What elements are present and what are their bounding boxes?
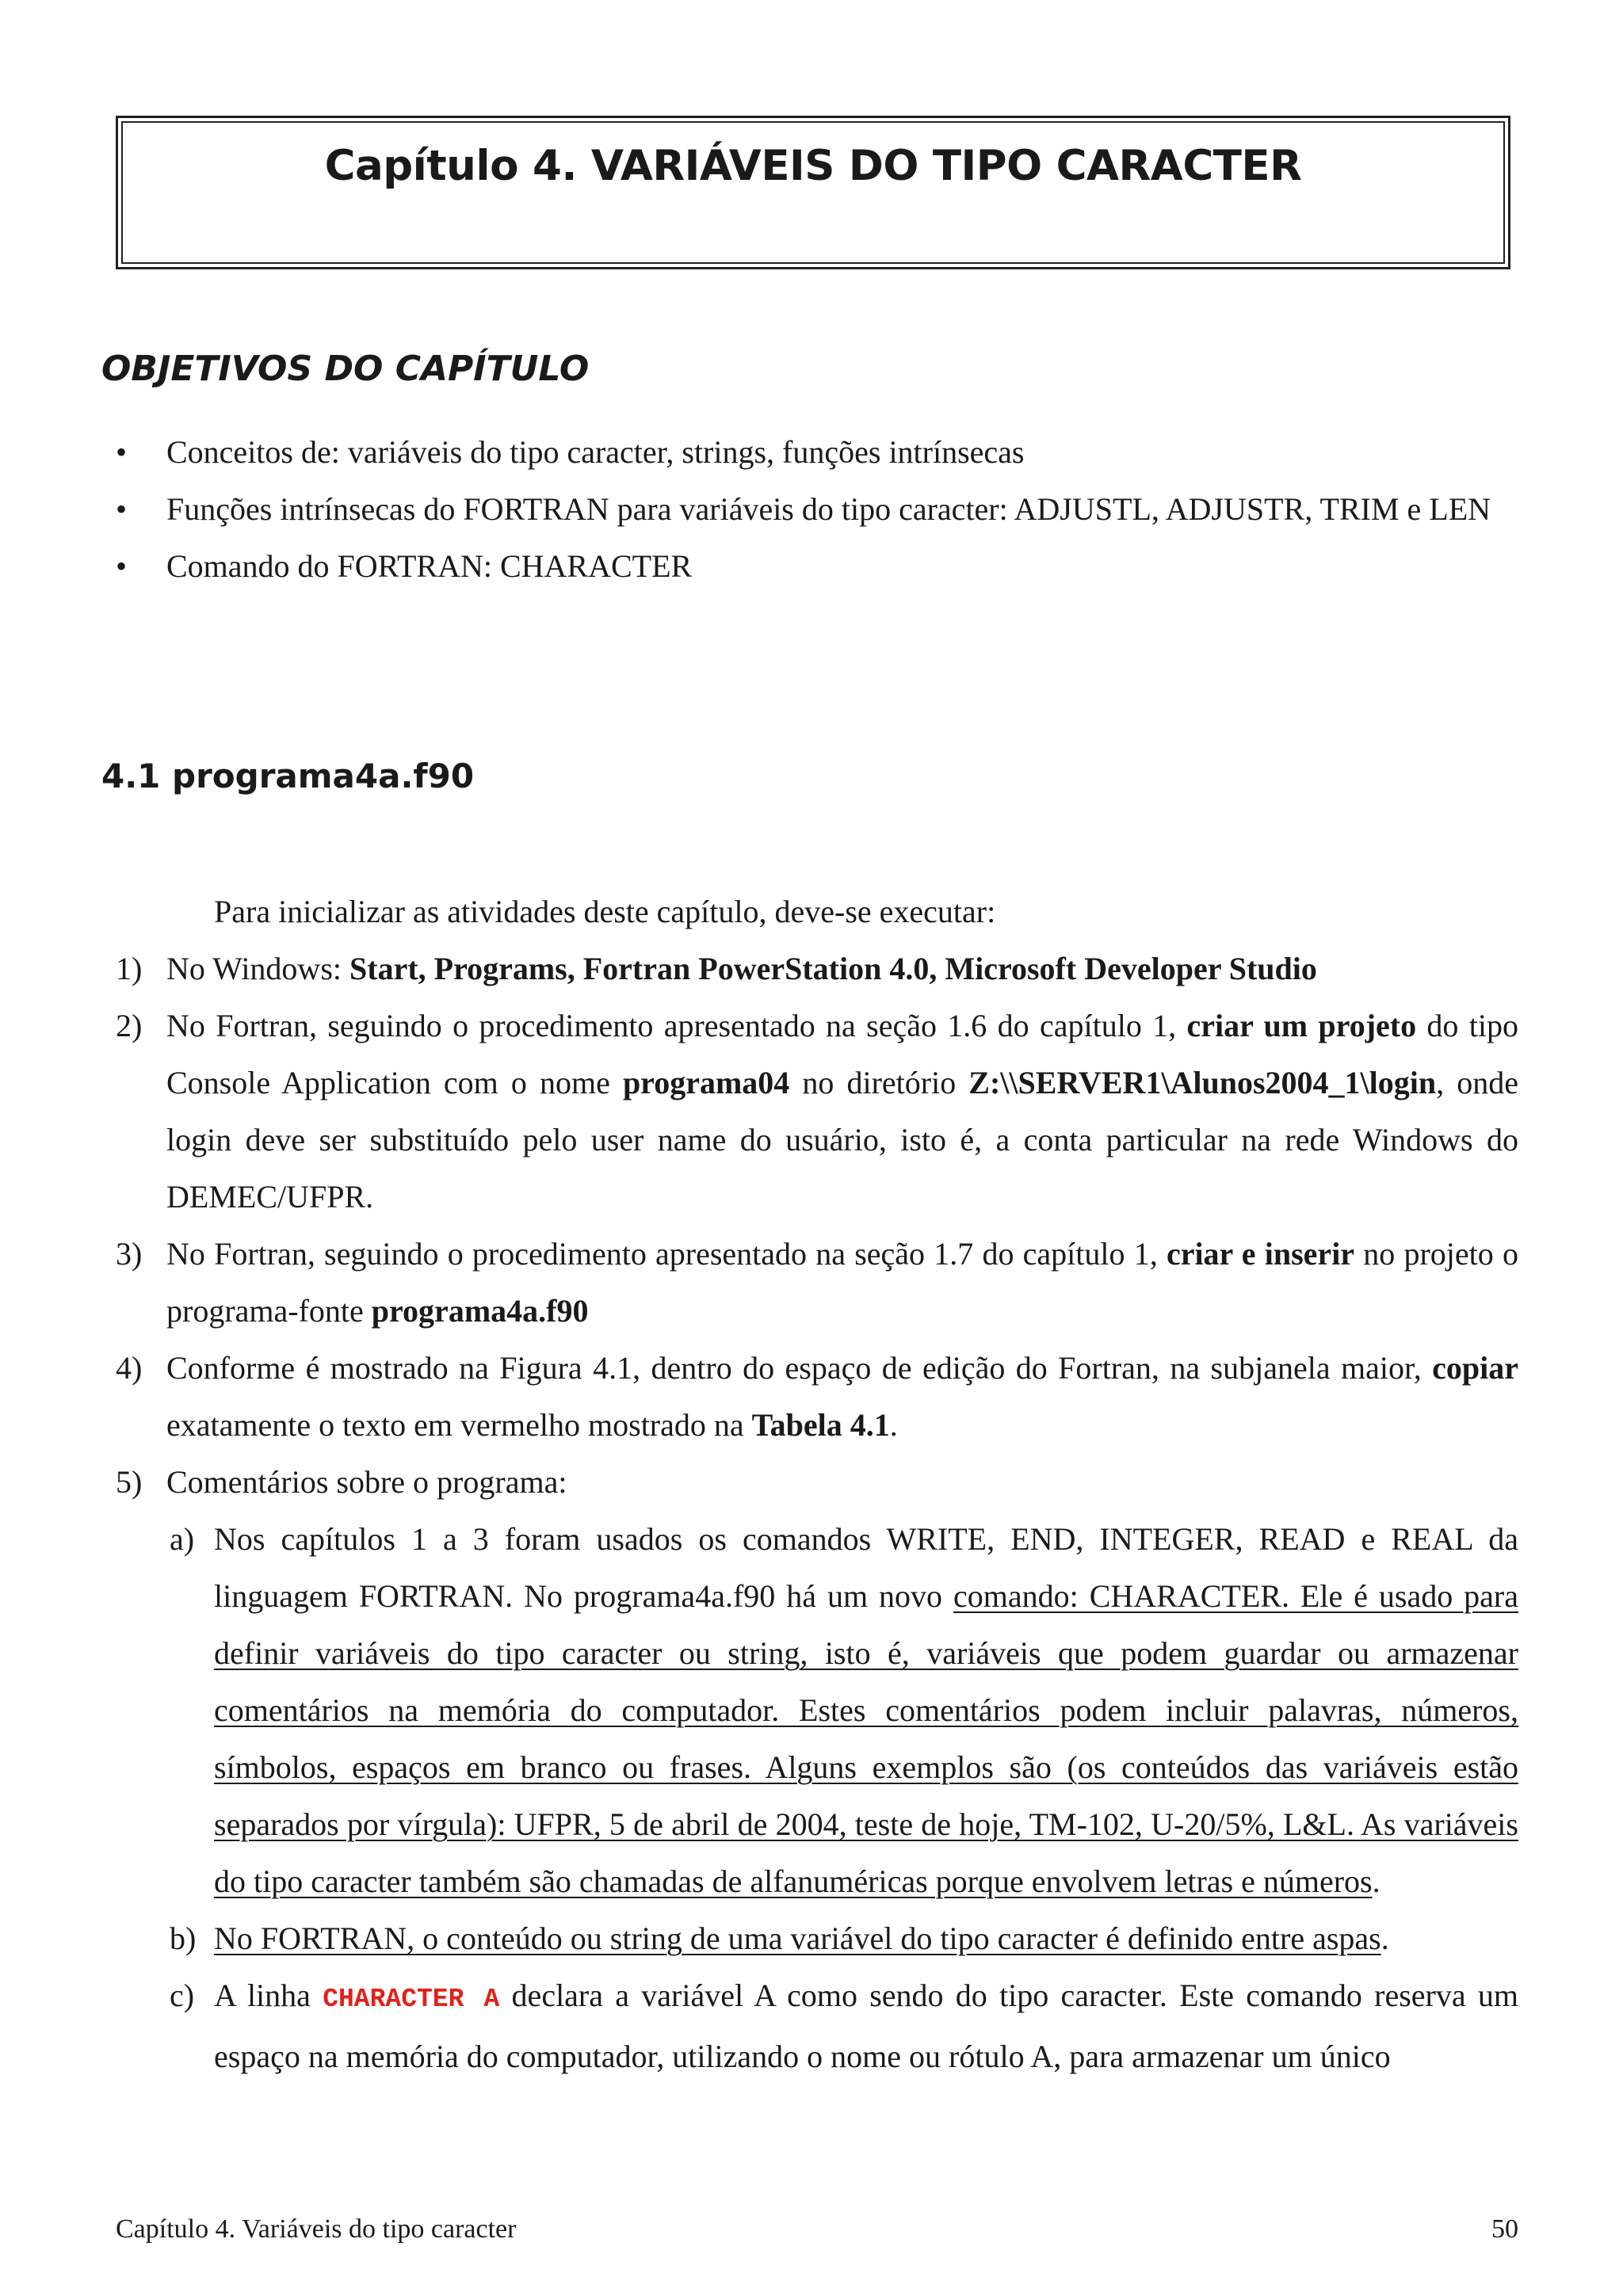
step-item-5	[116, 1454, 1518, 1511]
comment-text: .	[1372, 1863, 1381, 1899]
step-item-2	[116, 997, 1518, 1226]
list-item-text: Conceitos de: variáveis do tipo caracter, strings, funções intrínsecas	[166, 434, 1025, 470]
comment-text: Nos capítulos 1 a 3 foram usados os comandos WRITE, END, INTEGER, READ e REAL da linguagem FORTRAN. No programa4a.f90 há um novo	[214, 1521, 1518, 1614]
page-number: 50	[1491, 2214, 1518, 2244]
section-heading: 4.1 programa4a.f90	[101, 757, 475, 795]
objectives-heading: OBJETIVOS DO CAPÍTULO	[101, 349, 590, 389]
step-number: 1)	[116, 951, 143, 986]
source-file-name: programa4a.f90	[371, 1293, 589, 1329]
comment-item-b	[116, 1910, 1518, 1967]
step-text: , onde login deve ser substituído pelo user name do usuário, isto é, a conta particular na rede Windows do DEMEC/UFPR.	[166, 1065, 1518, 1215]
comment-text: .	[1381, 1920, 1389, 1956]
list-item	[116, 424, 1518, 481]
list-item-text: Funções intrínsecas do FORTRAN para variáveis do tipo caracter: ADJUSTL, ADJUSTR, TRIM e LEN	[166, 491, 1491, 527]
step-text: No Fortran, seguindo o procedimento apresentado na seção 1.6 do capítulo 1,	[166, 1008, 1187, 1043]
step-text: No Fortran, seguindo o procedimento apresentado na seção 1.7 do capítulo 1,	[166, 1236, 1167, 1272]
step-text: do tipo Console Application com o nome	[166, 1008, 1518, 1100]
step-item-1	[116, 940, 1518, 997]
step-text: no projeto o programa-fonte	[166, 1236, 1518, 1329]
step-number: 3)	[116, 1236, 143, 1272]
step-bold-text: copiar	[1432, 1350, 1518, 1386]
bullet-icon: •	[116, 491, 128, 527]
step-text: exatamente o texto em vermelho mostrado na	[166, 1407, 752, 1443]
list-item	[116, 481, 1518, 538]
project-name: programa04	[622, 1065, 790, 1100]
list-item-text: Comando do FORTRAN: CHARACTER	[166, 548, 693, 584]
underlined-text: comando: CHARACTER. Ele é usado para definir variáveis do tipo caracter ou string, isto é, variáveis que podem guardar ou armazenar comentários na memória do computador. Estes comentários podem incluir palavras, números, símbolos, espaços em branco ou frases. Alguns exemplos são (os conteúdos das variáveis estão separados por vírgula): UFPR, 5 de abril de 2004, teste de hoje, TM-102, U-20/5%, L&L. As variáveis do tipo caracter também são chamadas de alfanuméricas porque envolvem letras e números	[214, 1578, 1519, 1899]
footer-chapter-label: Capítulo 4. Variáveis do tipo caracter	[116, 2214, 517, 2244]
section-body	[116, 883, 1518, 2085]
step-item-3	[116, 1226, 1518, 1340]
comment-text: declara a variável A como sendo do tipo caracter. Este comando reserva um espaço na memória do computador, utilizando o nome ou rótulo A, para armazenar um único	[214, 1978, 1518, 2074]
step-bold-text: criar um projeto	[1186, 1008, 1417, 1043]
step-text: Conforme é mostrado na Figura 4.1, dentro do espaço de edição do Fortran, na subjanela maior,	[166, 1350, 1433, 1386]
step-item-4	[116, 1340, 1518, 1454]
intro-paragraph: Para inicializar as atividades deste capítulo, deve-se executar:	[214, 894, 996, 929]
comment-item-c	[116, 1967, 1518, 2085]
table-reference: Tabela 4.1	[751, 1407, 890, 1443]
directory-path: Z:\\SERVER1\Alunos2004_1\login	[968, 1065, 1437, 1100]
step-number: 4)	[116, 1350, 143, 1386]
chapter-title-box	[116, 116, 1510, 269]
step-bold-text: criar e inserir	[1166, 1236, 1355, 1272]
step-number: 5)	[116, 1464, 143, 1500]
comment-letter: b)	[170, 1920, 197, 1956]
chapter-title: Capítulo 4. VARIÁVEIS DO TIPO CARACTER	[324, 142, 1302, 190]
step-text: no diretório	[789, 1065, 969, 1100]
step-text: .	[889, 1407, 898, 1443]
bullet-icon: •	[116, 434, 128, 470]
inline-code: CHARACTER A	[323, 1985, 500, 2014]
underlined-text: No FORTRAN, o conteúdo ou string de uma variável do tipo caracter é definido entre aspas	[214, 1920, 1381, 1956]
list-item	[116, 538, 1518, 595]
step-number: 2)	[116, 1008, 143, 1043]
comment-item-a	[116, 1511, 1518, 1910]
step-text: No Windows:	[166, 951, 349, 986]
comment-letter: c)	[170, 1978, 195, 2013]
comment-letter: a)	[170, 1521, 195, 1557]
step-bold-text: Start, Programs, Fortran PowerStation 4.0, Microsoft Developer Studio	[349, 951, 1317, 986]
comment-text: A linha	[214, 1978, 323, 2013]
bullet-icon: •	[116, 548, 128, 584]
step-text: Comentários sobre o programa:	[166, 1464, 567, 1500]
objectives-list	[116, 424, 1518, 595]
